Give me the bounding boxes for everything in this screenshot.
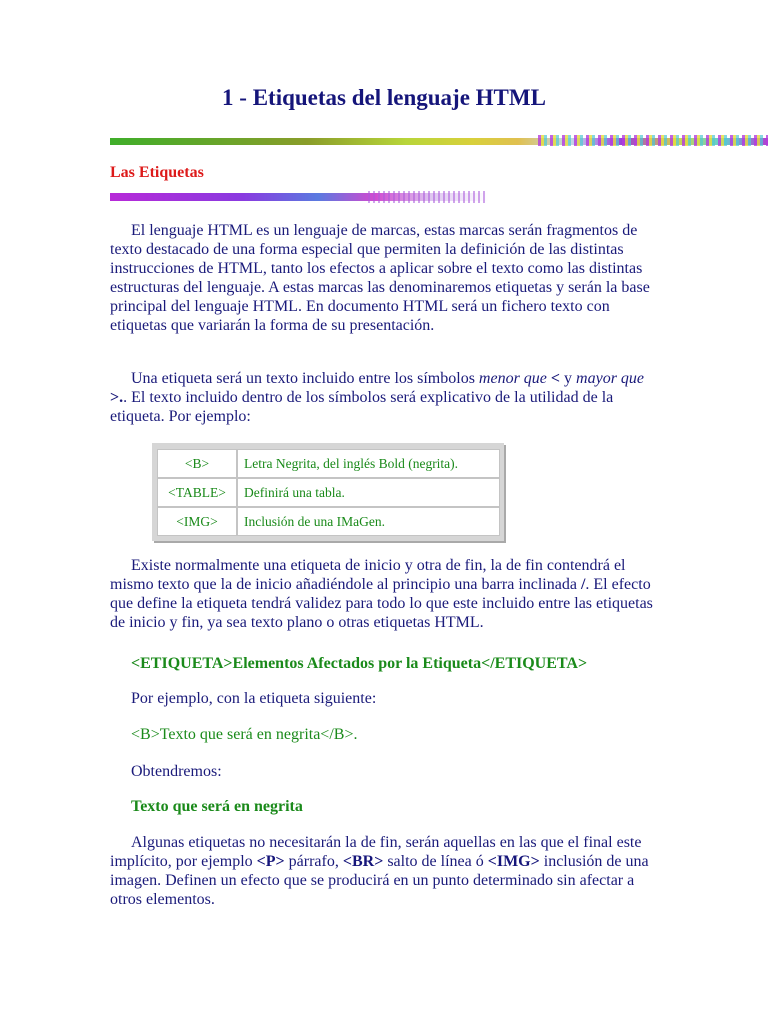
text-segment: Obtendremos: — [131, 763, 222, 780]
table-row — [157, 449, 500, 478]
text-segment: Una etiqueta será un texto incluido entre los símbolos — [131, 370, 479, 387]
table-row — [157, 478, 500, 507]
table-cell-description: Definirá una tabla. — [237, 478, 500, 507]
emphasis-menor-que: menor que — [478, 370, 547, 387]
decorative-divider-top — [110, 138, 768, 145]
paragraph-empty-tags — [110, 833, 658, 909]
decorative-divider-section — [110, 193, 488, 201]
symbol-slash: / — [580, 576, 586, 593]
text-segment: . El efecto que define la etiqueta tendrá validez para todo lo que este incluido entre las etiquetas de inicio y fin, ya sea texto plano o otras etiquetas HTML. — [110, 576, 653, 631]
table-cell-tag: <IMG> — [157, 507, 237, 536]
paragraph-intro — [110, 221, 658, 335]
text-segment: y — [560, 370, 577, 387]
rendered-bold-example: Texto que será en negrita — [131, 798, 303, 815]
code-p-tag: <P> — [256, 853, 285, 870]
text-segment: párrafo, — [284, 853, 343, 870]
paragraph-tag-syntax — [110, 654, 658, 673]
code-img-tag: <IMG> — [487, 853, 540, 870]
page-title: 1 - Etiquetas del lenguaje HTML — [222, 85, 546, 110]
table-cell-description: Inclusión de una IMaGen. — [237, 507, 500, 536]
paragraph-tag-definition — [110, 369, 658, 426]
paragraph-example-code — [110, 725, 658, 744]
text-segment: Por ejemplo, con la etiqueta siguiente: — [131, 690, 377, 707]
code-tag-syntax: <ETIQUETA>Elementos Afectados por la Etiqueta</ETIQUETA> — [131, 655, 588, 672]
paragraph-intro-text: El lenguaje HTML es un lenguaje de marcas, estas marcas serán fragmentos de texto destacado de una forma especial que permiten la definición de las distintas instrucciones de HTML, tanto los efectos a aplicar sobre el texto como las distintas estructuras del lenguaje. A estas marcas las denominaremos etiquetas y serán la base principal del lenguaje HTML. En documento HTML será un fichero texto con etiquetas que variarán la forma de su presentación. — [110, 222, 650, 334]
symbol-greater-than: >. — [110, 389, 124, 406]
example-tags-table-frame — [152, 443, 504, 541]
example-tags-table — [157, 449, 500, 536]
table-row — [157, 507, 500, 536]
code-br-tag: <BR> — [342, 853, 384, 870]
paragraph-example-intro — [110, 689, 658, 708]
code-example-bold: <B>Texto que será en negrita</B>. — [131, 726, 358, 743]
text-segment: salto de línea ó — [383, 853, 488, 870]
section-title: Las Etiquetas — [110, 164, 204, 181]
table-cell-description: Letra Negrita, del inglés Bold (negrita). — [237, 449, 500, 478]
text-segment: . El texto incluido dentro de los símbolos será explicativo de la utilidad de la etiqueta. Por ejemplo: — [110, 389, 614, 425]
text-segment: Existe normalmente una etiqueta de inicio y otra de fin, la de fin contendrá el mismo texto que la de inicio añadiéndole al principio una barra inclinada — [110, 557, 626, 593]
table-cell-tag: <B> — [157, 449, 237, 478]
paragraph-result — [110, 797, 658, 816]
table-cell-tag: <TABLE> — [157, 478, 237, 507]
paragraph-start-end-tags — [110, 556, 658, 632]
emphasis-mayor-que: mayor que — [576, 370, 645, 387]
symbol-less-than: < — [550, 370, 561, 387]
text-segment: inclusión de una imagen. Definen un efecto que se producirá en un punto determinado sin afectar a otros elementos. — [110, 853, 649, 908]
paragraph-result-intro — [110, 762, 658, 781]
text-segment: Algunas etiquetas no necesitarán la de fin, serán aquellas en las que el final este implícito, por ejemplo — [110, 834, 642, 870]
